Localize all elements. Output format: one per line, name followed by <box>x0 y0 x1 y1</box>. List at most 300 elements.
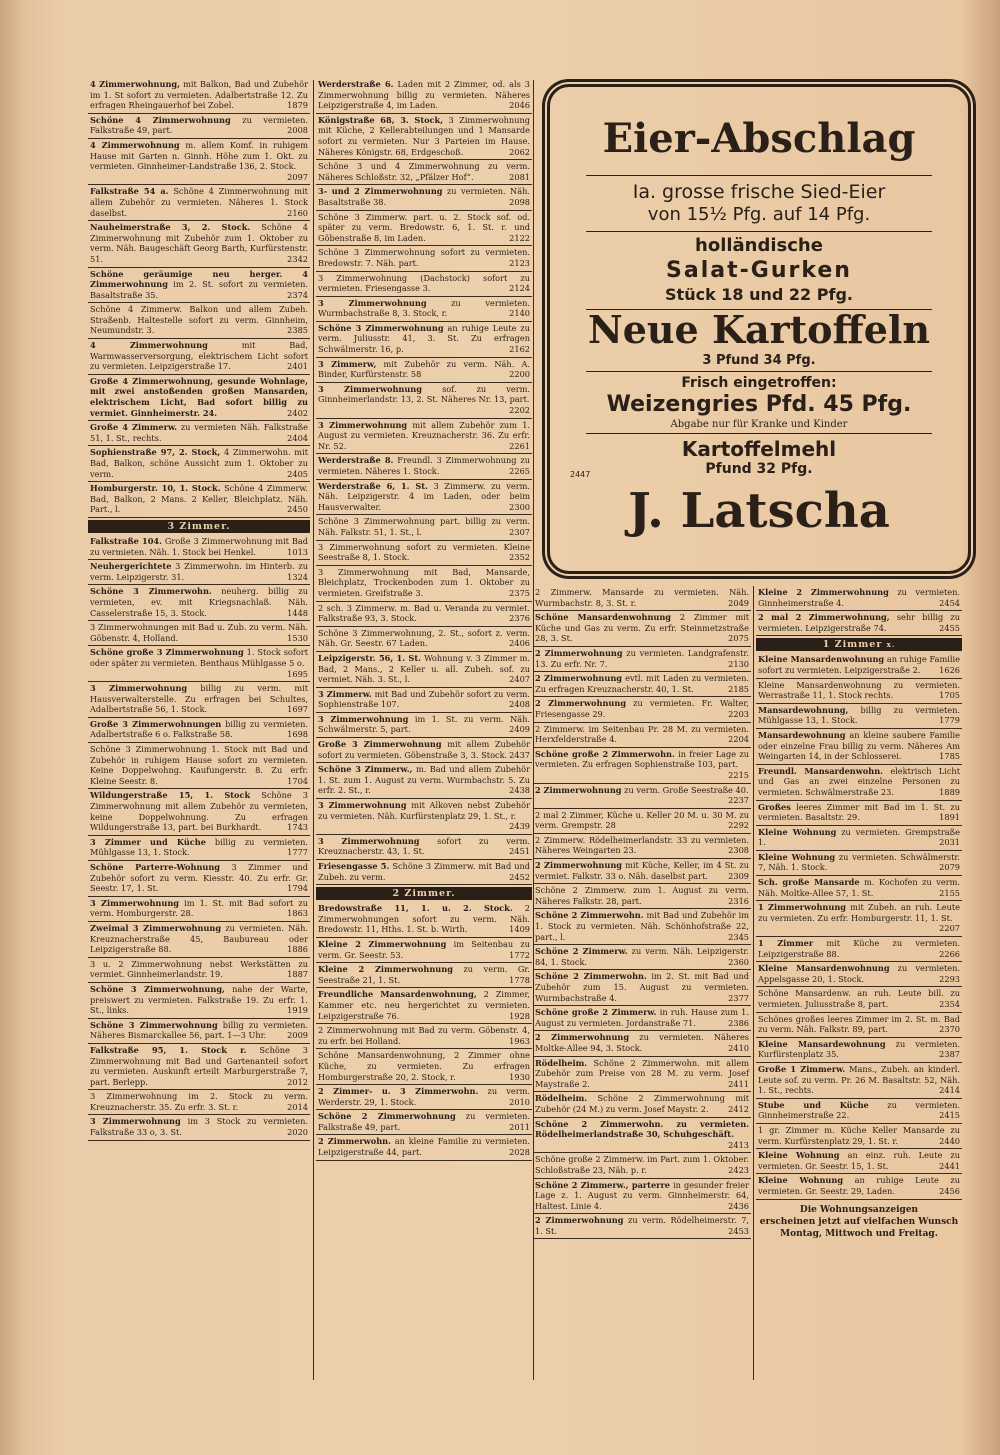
ad-number: 2352 <box>509 552 530 563</box>
ad-text: 3 Zimmerwohnung mit Küche, 2 Kellerabteilungen und 1 Mansarde sofort zu vermieten. Nur 3 Parteien im Hause. Näheres Königstr. 68, Erdgeschoß. <box>318 114 530 157</box>
classified-ad <box>316 902 532 938</box>
ad-number: 2411 <box>728 1078 749 1089</box>
ad-text: zu vermieten. Schwälmerstr. 7, Näh. 1. Stock. <box>758 851 960 873</box>
ad-list-3-zimmer-cont <box>316 78 532 885</box>
classified-ad <box>316 383 532 419</box>
ad-text: zu vermieten. Grempstraße 1. <box>758 826 960 848</box>
ad-number: 2409 <box>509 724 530 735</box>
ad-number: 2160 <box>287 207 308 218</box>
ad-text: an einz. ruh. Leute zu vermieten. Gr. Seestr. 15, 1. St. <box>758 1150 960 1171</box>
ad-title: Leipzigerstr. 56, 1. St. <box>318 652 421 663</box>
classified-ad <box>756 1149 962 1174</box>
ad-text: an ruhige Leute zu vermieten. Gr. Seestr. 29, Laden. <box>758 1175 960 1196</box>
classified-ad <box>316 602 532 627</box>
ad-number: 2423 <box>728 1164 749 1175</box>
section-heading-label: 1 Zimmer <box>822 639 883 651</box>
ad-number: 2200 <box>509 369 530 380</box>
classified-ad <box>756 704 962 729</box>
classified-ad <box>316 988 532 1024</box>
classified-ad <box>88 621 310 646</box>
ad-number: 2406 <box>509 638 530 649</box>
classified-ad <box>88 983 310 1019</box>
classified-ad <box>316 627 532 652</box>
ad-text: im 1. St. mit Bad sofort zu verm. Homburgerstr. 28. <box>90 897 308 919</box>
ad-text: an kleine saubere Familie oder einzelne Frau billig zu verm. Näheres Am Weingarten 14, in der Schlosserei. <box>758 729 960 762</box>
ad-title: 3 Zimmerwohnung <box>318 713 409 724</box>
column-rule <box>753 586 754 1380</box>
ad-title: 3 Zimmerwohnung <box>90 683 188 694</box>
ad-text: zu verm. Näh. Leipzigerstr. 84, 1. Stock. <box>535 946 749 967</box>
ad-text: m. Kochofen zu verm. Näh. Moltke-Allee 57, 1. St. <box>758 877 960 898</box>
ad-number: 1704 <box>287 775 308 786</box>
ad-line: holländische <box>695 235 823 256</box>
ad-number: 2237 <box>728 795 749 806</box>
classified-ad <box>756 801 962 826</box>
ad-title: Schöne 2 Zimmerwohn. <box>535 910 644 921</box>
ad-title: 2 Zimmerwohnung <box>535 784 622 795</box>
ad-text: im 2. St. sofort zu vermieten. Basaltstraße 35. <box>90 279 308 300</box>
ad-number: 2376 <box>509 613 530 624</box>
classified-ad <box>316 358 532 383</box>
ad-text: zu vermieten. Falkstraße 49, part. <box>318 1111 530 1132</box>
ad-title: Rödelheim. <box>535 1057 588 1068</box>
ad-title: Sch. große Mansarde <box>758 877 860 888</box>
ad-number: 2408 <box>509 699 530 710</box>
ad-number: 2453 <box>728 1225 749 1236</box>
ad-title: Kleine 2 Zimmerwohnung <box>318 938 447 949</box>
ad-text: zu vermieten. Ginnheimerstraße 22. <box>758 1099 960 1121</box>
ad-title: 3 Zimmerwohnung <box>318 419 408 430</box>
classified-ad <box>316 713 532 738</box>
ad-number: 2162 <box>509 344 530 355</box>
ad-title: 3 Zimmerwohnung <box>90 897 180 908</box>
classified-ad <box>316 419 532 455</box>
ad-number: 2401 <box>287 361 308 372</box>
ad-text: Mans., Zubeh. an kinderl. Leute sof. zu verm. Pr. 26 M. Basaltstr. 52, Näh. 1. St., rechts. <box>758 1063 960 1096</box>
classified-ad <box>88 789 310 835</box>
classified-ad <box>316 78 532 114</box>
classified-ad <box>756 962 962 987</box>
ad-number: 1778 <box>509 974 530 985</box>
ad-number: 2412 <box>728 1103 749 1114</box>
ad-title: Schöne geräumige neu herger. 4 Zimmerwohnung <box>90 268 308 290</box>
classified-ad <box>316 1024 532 1049</box>
column-1 <box>88 78 310 1141</box>
classified-ad <box>88 1090 310 1115</box>
classified-ad <box>756 1038 962 1063</box>
ad-title: 3 Zimmerw, <box>318 358 377 369</box>
ad-number: 2437 <box>509 749 530 760</box>
ad-text: 2 mal 2 Zimmer, Küche u. Keller 20 M. u. 30 M. zu verm. Grempstr. 28 <box>535 809 749 831</box>
column-rule <box>313 80 314 1380</box>
ad-number: 1743 <box>287 822 308 833</box>
ad-number: 2385 <box>287 325 308 336</box>
ad-number: 2386 <box>728 1017 749 1028</box>
classified-ad <box>88 718 310 743</box>
ad-title: Kleine Wohnung <box>758 1150 840 1161</box>
ad-text: Schöne 3 Zimmerwohnung 1. Stock mit Bad und Zubehör in ruhigem Hause sofort zu vermieten. Keine Doppelwohng. Kaufungerstr. 8. Zu erfr. Kleine Seestr. 8. <box>90 744 308 786</box>
ad-title: Schöne 4 Zimmerwohnung <box>90 114 231 125</box>
ad-number: 2387 <box>939 1049 960 1060</box>
ad-line: 3 Pfund 34 Pfg. <box>702 353 816 368</box>
ad-text: mit Zubeh. an ruh. Leute zu vermieten. Zu erfr. Homburgerstr. 11, 1. St. <box>758 902 960 923</box>
ad-text: mit Zubehör zu verm. Näh. A. Binder, Kurfürstenstr. 58 <box>318 358 530 380</box>
ad-text: Schöne 3 Zimmerwohnung sofort zu vermieten. Bredowstr. 7. Näh. part. <box>318 247 530 268</box>
latscha-advertisement <box>547 84 971 574</box>
classified-ad <box>756 876 962 901</box>
ad-title: Rödelheim. <box>535 1093 588 1104</box>
ad-number: 2062 <box>509 146 530 157</box>
classified-ad <box>316 160 532 185</box>
ad-text: zu vermieten. Kurfürstenplatz 35. <box>758 1038 960 1060</box>
ad-text: Schöne 4 Zimmerw. Balkon und allem Zubeh. Straßenb. Haltestelle sofort zu verm. Ginnheim, Neumundstr. 3. <box>90 304 308 336</box>
ad-number: 2439 <box>509 821 530 832</box>
ad-number: 2075 <box>728 633 749 644</box>
classified-ad <box>533 611 751 647</box>
ad-number: 1863 <box>287 908 308 919</box>
ad-text: Schöne große 2 Zimmerw. im Part. zum 1. Oktober. Schloßstraße 23, Näh. p. r. <box>535 1154 749 1175</box>
classified-ad <box>533 859 751 884</box>
ad-text: Laden mit 2 Zimmer, od. als 3 Zimmerwohnung billig zu vermieten. Näheres Leipzigerstraße 4, im Laden. <box>318 79 531 111</box>
ad-text: nahe der Warte, preiswert zu vermieten. Falkstraße 19. Zu erfr. 1. St., links. <box>90 983 308 1016</box>
classified-ad <box>316 835 532 860</box>
ad-text: 1. Stock sofort oder später zu vermieten. Benthaus Mühlgasse 5 o. <box>90 647 308 668</box>
ad-number: 1705 <box>939 690 960 701</box>
classified-ad <box>756 611 962 636</box>
ad-number: 2354 <box>939 999 960 1009</box>
classified-ad <box>316 246 532 271</box>
ad-title: Schöne 3 Zimmerwohn. <box>90 586 212 597</box>
ad-text: Schöne 2 Zimmerwohn. mit allem Zubehör zum Preise von 28 M. zu verm. Josef Maystraße 2. <box>535 1057 749 1089</box>
ad-text: Kleine Mansardenwohnung zu vermieten. Werrastraße 11, 1. Stock rechts. <box>758 679 960 701</box>
ad-title: Schöne 2 Zimmerw., parterre <box>535 1179 671 1190</box>
section-heading-suffix: x. <box>886 640 896 650</box>
ad-line: Frisch eingetroffen: <box>681 375 837 391</box>
ad-line: Ia. grosse frische Sied-Eier <box>632 181 886 203</box>
ad-number: 2451 <box>509 846 530 857</box>
ad-text: zu verm. Rödelheimerstr. 7, 1. St. <box>535 1215 750 1236</box>
ad-number: 2261 <box>509 440 530 451</box>
ad-number: 2455 <box>939 622 960 633</box>
ad-text: billig zu vermieten. Mühlgasse 13, 1. Stock. <box>90 836 308 858</box>
ad-number: 2020 <box>287 1127 308 1138</box>
classified-ad <box>756 937 962 962</box>
ad-number: 1879 <box>287 100 308 111</box>
ad-title: 4 Zimmerwohnung <box>90 340 208 351</box>
ad-text: im 2. St. mit Bad und Zubehör zum 15. August zu vermieten. Wurmbachstraße 4. <box>535 971 749 1003</box>
classified-ad <box>756 901 962 937</box>
ad-title: Sophienstraße 97, 2. Stock, <box>90 447 221 458</box>
ad-number: 2375 <box>509 587 530 598</box>
ad-title: Kleine Mansardewohnung <box>758 1038 886 1049</box>
ad-text: 3 u. 2 Zimmerwohnung nebst Werkstätten zu vermiet. Ginnheimerlandstr. 19. <box>90 958 308 980</box>
classified-ad <box>88 1019 310 1044</box>
ad-number: 2014 <box>287 1101 308 1112</box>
ad-title: Kleine Wohnung <box>758 1175 844 1186</box>
ad-number: 1698 <box>287 729 308 740</box>
ad-title: Kleine 2 Zimmerwohnung <box>758 587 889 597</box>
ad-number: 2441 <box>939 1160 960 1171</box>
classified-ad <box>756 586 962 611</box>
ad-title: Mansardewohnung, <box>758 704 849 715</box>
ad-text: in freier Lage zu vermieten. Zu erfragen Sophienstraße 103, part. <box>535 748 750 770</box>
classified-ad <box>756 1063 962 1099</box>
ad-title: 4 Zimmerwohnung, <box>90 79 180 89</box>
ad-text: leeres Zimmer mit Bad im 1. St. zu vermieten. Basaltstr. 29. <box>758 801 960 823</box>
ad-number: 2130 <box>728 658 749 669</box>
ad-text: zu vermieten. Näheres Moltke-Allee 94, 3. Stock. <box>535 1032 749 1053</box>
ad-divider <box>586 433 932 434</box>
ad-divider <box>586 371 932 372</box>
ad-number: 2031 <box>939 837 960 848</box>
classified-ad <box>756 653 962 678</box>
ad-title: Kleine 2 Zimmerwohnung <box>318 964 453 975</box>
ad-number: 2440 <box>939 1135 960 1146</box>
ad-title: 3 Zimmerw. <box>318 688 372 699</box>
ad-number: 1013 <box>287 546 308 557</box>
ad-number: 2081 <box>509 171 530 182</box>
ad-title: 2 Zimmerwohn. <box>318 1136 391 1147</box>
ad-number: 2124 <box>509 283 530 294</box>
ad-title: Schöne große 2 Zimmerw. <box>535 1007 657 1018</box>
ad-text: mit allem Zubehör zum 1. August zu vermieten. Kreuznacherstr. 36. Zu erfr. Nr. 52. <box>318 419 531 451</box>
column-2 <box>316 78 532 1161</box>
ad-text: billig zu vermieten. Näheres Bismarckallee 56, part. 1—3 Uhr. <box>90 1019 308 1041</box>
ad-number: 2345 <box>728 931 749 942</box>
ad-number: 2008 <box>287 125 308 136</box>
classified-ad <box>756 1013 962 1038</box>
classified-ad <box>316 297 532 322</box>
classified-ad <box>88 922 310 958</box>
ad-title: 2 Zimmerwohnung <box>535 1032 630 1043</box>
ad-text: in ruh. Hause zum 1. August zu vermieten. Jordanstraße 71. <box>535 1007 749 1028</box>
ad-number: 2202 <box>509 405 530 416</box>
ad-text: Schöne 3 Zimmerw. part. u. 2. Stock sof. od. später zu verm. Bredowstr. 6, 1. St. r. und Göbenstraße 8, im Laden. <box>318 211 530 243</box>
ad-title: Werderstraße 6. <box>318 79 394 89</box>
ad-number: 2203 <box>728 708 749 719</box>
ad-number: 2436 <box>728 1200 749 1211</box>
classified-ad <box>316 211 532 247</box>
classified-ad <box>756 1099 962 1124</box>
ad-title: 2 mal 2 Zimmerwohnung, <box>758 612 890 623</box>
ad-text: Schöne 3 Zimmerwohnung, 2. St., sofort z. verm. Näh. Gr. Seestr. 67 Laden. <box>318 627 530 649</box>
ad-title: Schöne 3 Zimmerwohnung <box>318 322 444 333</box>
ad-title: 3 Zimmerwohnung <box>318 800 407 811</box>
ad-line: Salat-Gurken <box>666 258 852 283</box>
classified-ad <box>533 1153 751 1178</box>
ad-text: 2 Zimmerwohnung mit Bad zu verm. Göbenstr. 4, zu erfr. bei Holland. <box>318 1025 530 1046</box>
ad-title: Schöne 2 Zimmerwohnung <box>318 1111 456 1122</box>
section-heading-1-zimmer <box>756 638 962 651</box>
ad-text: Schöne 2 Zimmerwohnung mit Zubehör (24 M.) zu verm. Josef Maystr. 2. <box>535 1093 749 1114</box>
classified-ad <box>316 541 532 566</box>
classified-ad <box>756 679 962 704</box>
ad-number: 2413 <box>728 1139 749 1150</box>
classified-ad <box>88 268 310 304</box>
classified-ad <box>88 303 310 339</box>
ad-title: Schöne Parterre-Wohnung <box>90 862 221 872</box>
ad-title: Neuhergerichtete <box>90 561 172 572</box>
ad-number: 2140 <box>509 308 530 319</box>
ad-text: Schöne 3 Zimmerwohnung part. billig zu verm. Näh. Falkstr. 51, 1. St., l. <box>318 516 530 537</box>
ad-number: 2402 <box>287 407 308 418</box>
ad-title: Große 4 Zimmerwohnung, gesunde Wohnlage, mit zwei anstoßenden großen Mansarden, elektrischem Licht, Bad sofort billig zu vermiet. Ginnheimerstr. 24. <box>90 375 308 418</box>
ad-number: 1889 <box>939 786 960 797</box>
classified-ad <box>88 221 310 267</box>
classified-ad <box>533 723 751 748</box>
ad-text: an kleine Familie zu vermieten. Leipzigerstraße 44, part. <box>318 1136 530 1158</box>
ad-text: im 1. St. zu verm. Näh. Schwälmerstr. 5, part. <box>318 713 531 735</box>
classified-ad <box>88 958 310 983</box>
classified-ad <box>533 1118 751 1154</box>
classified-ad <box>533 1031 751 1056</box>
ad-text: 3 Zimmerw. zu verm. Näh. Leipzigerstr. 4 im Laden, oder beim Hausverwalter. <box>318 480 530 512</box>
ad-number: 1772 <box>509 949 530 960</box>
ad-text: billig zu verm. mit Hausverwalterstelle. Zu erfragen bei Schultes, Adalbertstraße 56, 1. Stock. <box>90 683 308 715</box>
ad-number: 2292 <box>728 820 749 831</box>
ad-text: Wohnung v. 3 Zimmer m. Bad, 2 Mans., 2 Keller u. all. Zubeh. sof. zu vermiet. Näh. 3. St., l. <box>318 652 530 685</box>
ad-text: Schöne 4 Zimmerwohnung mit allem Zubehör zu vermieten. Näheres 1. Stock daselbst. <box>90 186 308 218</box>
ad-text: sof. zu verm. Ginnheimerlandstr. 13, 2. St. Näheres Nr. 13, part. <box>318 383 531 405</box>
ad-number: 1324 <box>287 571 308 582</box>
ad-text: im 3 Stock zu vermieten. Falkstraße 33 o, 3. St. <box>90 1116 309 1138</box>
classified-ad <box>533 697 751 722</box>
ad-title: Freundl. Mansardenwohn. <box>758 765 884 776</box>
ad-number: 2215 <box>728 769 749 780</box>
ad-number: 2407 <box>509 674 530 685</box>
ad-title: Kleine Wohnung <box>758 826 837 837</box>
ad-title: Königstraße 68, 3. Stock, <box>318 114 444 125</box>
ad-number: 2316 <box>728 895 749 906</box>
ad-number: 2009 <box>287 1030 308 1041</box>
classified-ad <box>88 185 310 221</box>
classified-ad <box>88 421 310 446</box>
footer-notice <box>756 1200 962 1240</box>
ad-number: 2415 <box>939 1110 960 1121</box>
classified-ad <box>316 963 532 988</box>
ad-number: 2123 <box>509 257 530 268</box>
ad-number: 2414 <box>939 1085 960 1096</box>
ad-number: 2447 <box>570 470 591 479</box>
ad-text: 2 sch. 3 Zimmerw. m. Bad u. Veranda zu vermiet. Falkstraße 93, 3. Stock. <box>318 602 530 624</box>
ad-number: 2204 <box>728 734 749 745</box>
classified-ad <box>316 738 532 763</box>
ad-text: Schöne 2 Zimmerw. zum 1. August zu verm. Näheres Falkstr. 28, part. <box>535 885 749 906</box>
ad-number: 2011 <box>509 1121 530 1132</box>
ad-title: 3- und 2 Zimmerwohnung <box>318 186 443 197</box>
ad-text: billig zu vermieten. Mühlgasse 13, 1. Stock. <box>758 704 961 726</box>
ad-number: 1695 <box>287 668 308 679</box>
ad-number: 1530 <box>287 632 308 643</box>
classified-ad <box>316 322 532 358</box>
ad-number: 2266 <box>939 948 960 959</box>
classified-ad <box>316 480 532 516</box>
classified-ad <box>756 987 962 1012</box>
classified-ad <box>88 114 310 139</box>
classified-ad <box>88 743 310 789</box>
ad-line: Kartoffelmehl <box>681 437 837 461</box>
classified-ad <box>533 1092 751 1117</box>
ad-divider <box>586 175 932 176</box>
ad-title: Große 1 Zimmerw. <box>758 1063 846 1074</box>
ad-headline: Eier-Abschlag <box>602 115 916 162</box>
classified-ad <box>533 672 751 697</box>
classified-ad <box>88 375 310 421</box>
classified-ad <box>756 1124 962 1149</box>
ad-title: Nauheimerstraße 3, 2. Stock. <box>90 222 251 233</box>
footer-line: Montag, Mittwoch und Freitag. <box>780 1228 938 1239</box>
ad-text: 1 gr. Zimmer m. Küche Keller Mansarde zu verm. Kurfürstenplatz 29, 1. St. r. <box>758 1124 960 1146</box>
ad-title: Schöne 3 Zimmerwohnung <box>90 1019 218 1030</box>
ad-title: Homburgerstr. 10, 1. Stock. <box>90 483 221 494</box>
ad-title: Bredowstraße 11, 1. u. 2. Stock. <box>318 903 513 914</box>
ad-text: Schöne 3 Zimmerwohnung mit allem Zubehör zu vermieten, keine Doppelwohnung. Zu erfragen Wildungerstraße 13, part. bei Burkhardt. <box>90 790 309 833</box>
ad-number: 2438 <box>509 785 530 796</box>
ad-title: Schöne 3 Zimmerw., <box>318 764 413 775</box>
classified-ad <box>533 647 751 672</box>
ad-text: 2 Zimmer mit Küche und Gas zu verm. Zu erfr. Steinmetzstraße 28, 3. St. <box>535 612 749 644</box>
classified-ad <box>88 897 310 922</box>
ad-text: zu vermieten. Wurmbachstraße 8, 3. Stock, r. <box>318 297 530 319</box>
ad-text: Schöne Mansardenwohnung, 2 Zimmer ohne Küche, zu vermieten. Zu erfragen Homburgerstraße 20, 2. Stock, r. <box>318 1050 530 1082</box>
classified-ad <box>88 78 310 114</box>
classified-ad <box>533 884 751 909</box>
ad-text: Freundl. 3 Zimmerwohnung zu vermieten. Näheres 1. Stock. <box>318 455 530 476</box>
ad-title: Werderstraße 6, 1. St. <box>318 480 428 491</box>
ad-number: 2454 <box>939 597 960 608</box>
ad-number: 1409 <box>509 924 530 935</box>
ad-text: Schöne Mansardenw. an ruh. Leute bill. zu vermieten. Juliusstraße 8, part. <box>758 988 960 1009</box>
ad-number: 2377 <box>728 992 749 1003</box>
ad-title: Wildungerstraße 15, 1. Stock <box>90 790 251 801</box>
ad-number: 2265 <box>509 466 530 476</box>
classified-ad <box>533 909 751 945</box>
ad-text: Schöne 3 Zimmerwohnung mit Bad und Gartenanteil sofort zu vermieten. Auskunft erteilt Marburgerstraße 7, part. Berlepp. <box>90 1044 309 1087</box>
ad-title: Große 3 Zimmerwohnung <box>318 739 442 750</box>
ad-title: 1 Zimmerwohnung <box>758 902 847 913</box>
ad-number: 2308 <box>728 845 749 856</box>
ad-number: 2309 <box>728 870 749 881</box>
ad-number: 1626 <box>939 664 960 675</box>
classified-ad <box>756 826 962 851</box>
ad-number: 2049 <box>728 597 749 608</box>
ad-list-2-zimmer <box>316 902 532 1160</box>
ad-title: Schöne 2 Zimmerwohn. <box>535 971 647 982</box>
ad-title: 3 Zimmerwohnung <box>318 383 422 394</box>
ad-text: mit Alkoven nebst Zubehör zu vermieten. Näh. Kurfürstenplatz 29, 1. St., r. <box>318 800 530 821</box>
ad-text: 2 Zimmerw. im Seitenbau Pr. 28 M. zu vermieten. Herxfelderstraße 4. <box>535 723 749 745</box>
ad-text: m. Bad und allem Zubehör 1. St. zum 1. August zu verm. Wurmbachstr. 5. Zu erfr. 2. St., r. <box>318 764 530 796</box>
ad-text: Schöne 3 Zimmerw. mit Bad und Zubeh. zu verm. <box>318 861 530 882</box>
classified-ad <box>533 748 751 784</box>
ad-number: 1794 <box>287 883 308 894</box>
ad-title: Schöne 3 Zimmerwohnung, <box>90 983 225 994</box>
ad-title: 2 Zimmerwohnung <box>535 673 623 684</box>
ad-title: Schöne große 2 Zimmerwohn. <box>535 748 675 759</box>
ad-number: 2300 <box>509 501 530 512</box>
ad-number: 1887 <box>287 969 308 980</box>
ad-text: mit Bad, Warmwasserversorgung, elektrischem Licht sofort zu vermieten. Leipzigerstraße 17. <box>90 340 308 372</box>
ad-list-1-zimmer <box>756 653 962 1199</box>
ad-list-2-zimmer-cont <box>533 586 751 1239</box>
ad-text: an ruhige Leute zu verm. Juliusstr. 41, 3. St. Zu erfragen Schwälmerstr. 16, p. <box>318 322 530 355</box>
ad-number: 2293 <box>939 973 960 984</box>
classified-ad <box>533 784 751 809</box>
ad-number: 2456 <box>939 1185 960 1196</box>
ad-text: billig zu vermieten. Adalbertstraße 6 o. Falkstraße 58. <box>90 718 308 740</box>
ad-number: 1779 <box>939 715 960 726</box>
ad-title: Große 3 Zimmerwohnungen <box>90 718 222 729</box>
